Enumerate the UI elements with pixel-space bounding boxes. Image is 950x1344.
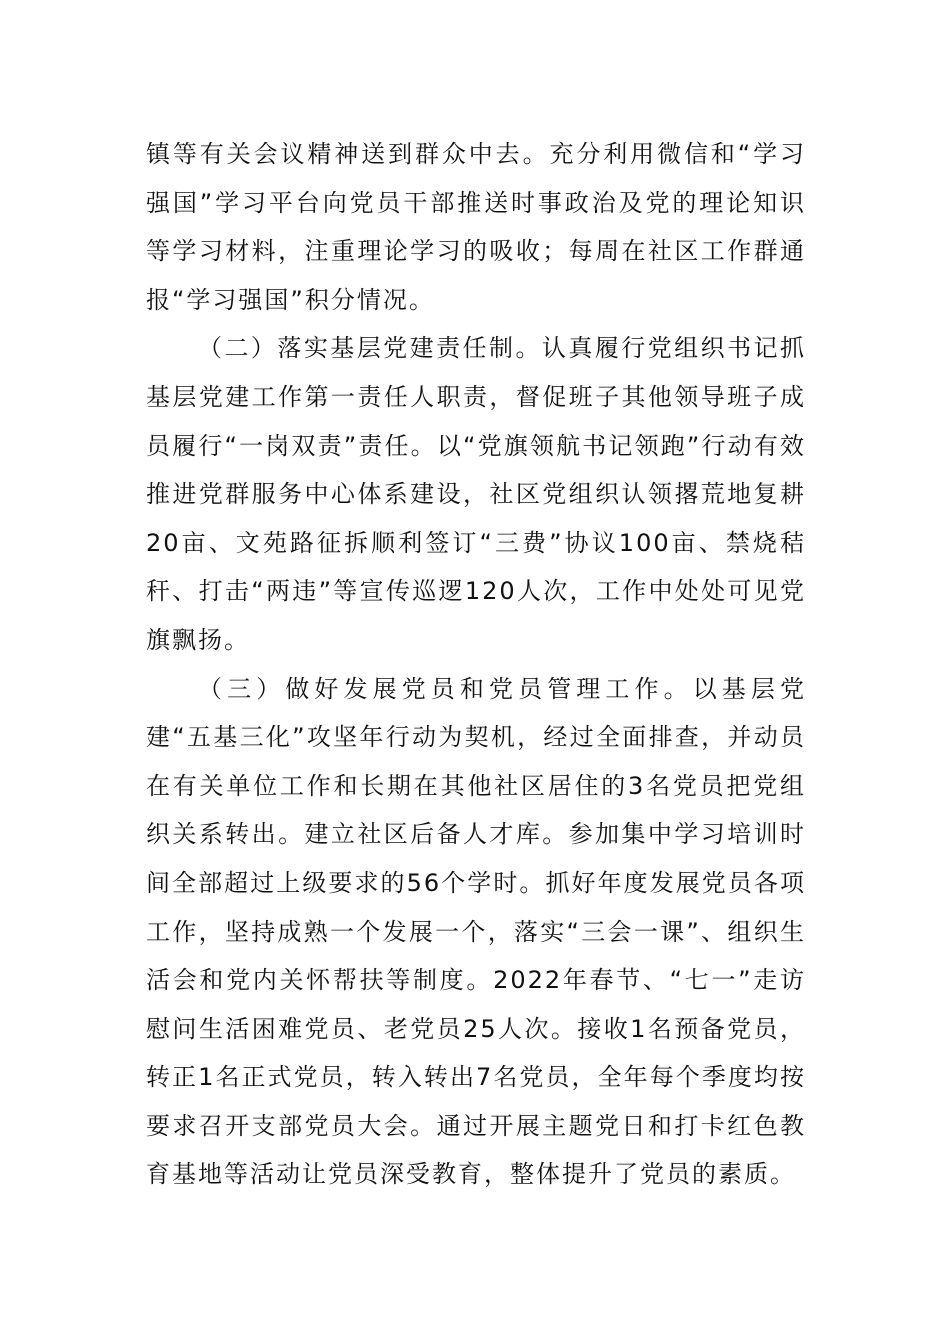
paragraph-continuation: 镇等有关会议精神送到群众中去。充分利用微信和“学习强国”学习平台向党员干部推送时事政治及党的理论知识等学习材料，注重理论学习的吸收；每周在社区工作群通报“学习强国”积分情况。: [146, 140, 806, 314]
document-body: [146, 130, 806, 1199]
paragraph-section-two: （二）落实基层党建责任制。认真履行党组织书记抓基层党建工作第一责任人职责，督促班子其他领导班子成员履行“一岗双责”责任。以“党旗领航书记领跑”行动有效推进党群服务中心体系建设，社区党组织认领撂荒地复耕20亩、文苑路征拆顺利签订“三费”协议100亩、禁烧秸秆、打击“两违”等宣传巡逻120人次，工作中处处可见党旗飘扬。: [146, 334, 806, 654]
paragraph-section-three: （三）做好发展党员和党员管理工作。以基层党建“五基三化”攻坚年行动为契机，经过全面排查，并动员在有关单位工作和长期在其他社区居住的3名党员把党组织关系转出。建立社区后备人才库。参加集中学习培训时间全部超过上级要求的56个学时。抓好年度发展党员各项工作，坚持成熟一个发展一个，落实“三会一课”、组织生活会和党内关怀帮扶等制度。2022年春节、“七一”走访慰问生活困难党员、老党员25人次。接收1名预备党员，转正1名正式党员，转入转出7名党员，全年每个季度均按要求召开支部党员大会。通过开展主题党日和打卡红色教育基地等活动让党员深受教育，整体提升了党员的素质。: [146, 674, 806, 1189]
